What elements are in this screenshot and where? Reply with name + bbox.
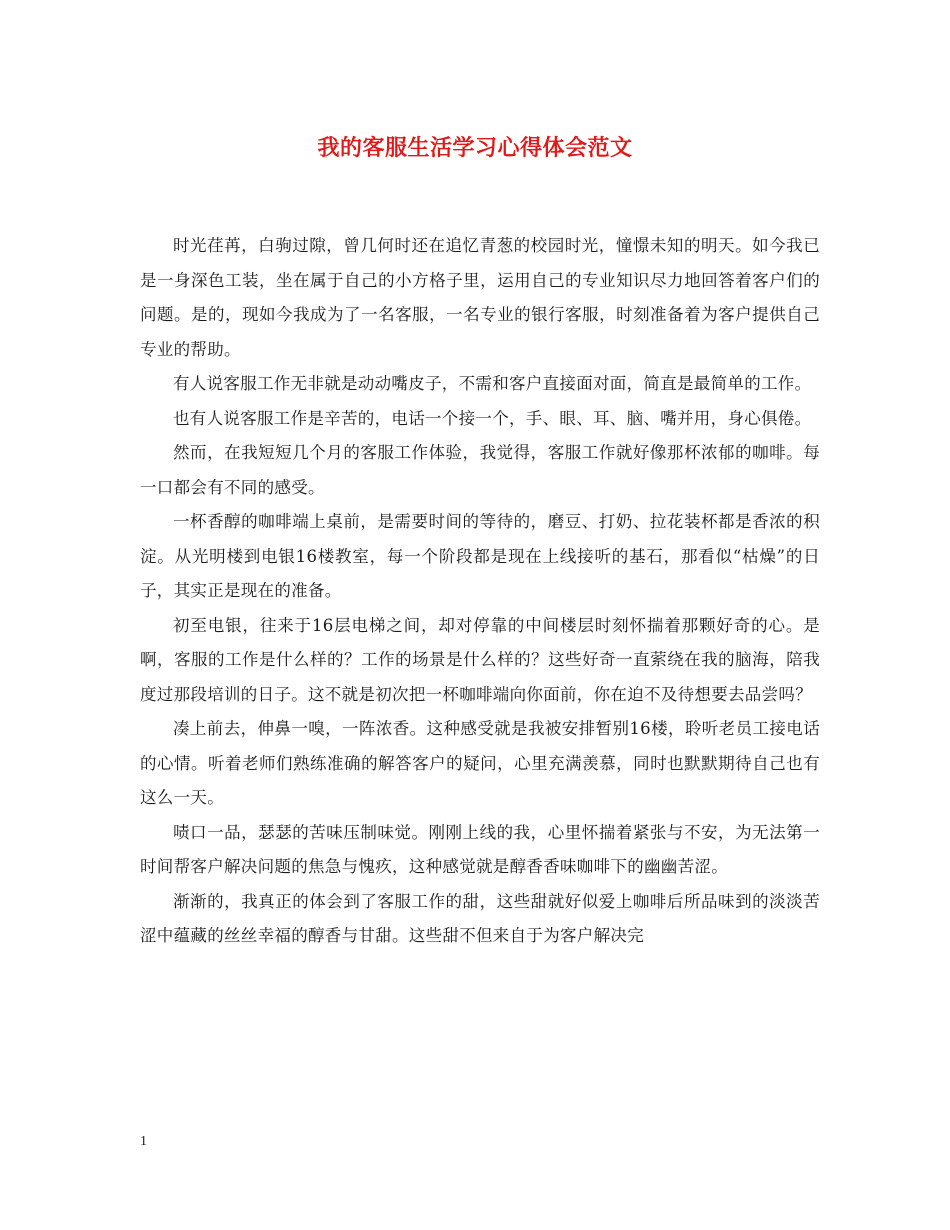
page-number: 1 bbox=[140, 1134, 147, 1149]
paragraph: 渐渐的，我真正的体会到了客服工作的甜，这些甜就好似爱上咖啡后所品味到的淡淡苦涩中蕴藏的丝丝幸福的醇香与甘甜。这些甜不但来自于为客户解决完 bbox=[140, 891, 820, 945]
paragraph: 也有人说客服工作是辛苦的，电话一个接一个，手、眼、耳、脑、嘴并用，身心俱倦。 bbox=[173, 408, 812, 428]
paragraph: 一杯香醇的咖啡端上桌前，是需要时间的等待的，磨豆、打奶、拉花装杯都是香浓的积淀。从光明楼到电银16楼教室，每一个阶段都是现在上线接听的基石，那看似“枯燥”的日子，其实正是现在的准备。 bbox=[140, 512, 820, 600]
paragraph: 凑上前去，伸鼻一嗅，一阵浓香。这种感受就是我被安排暂别16楼，聆听老员工接电话的心情。听着老师们熟练准确的解答客户的疑问，心里充满羡慕，同时也默默期待自己也有这么一天。 bbox=[140, 719, 820, 807]
paragraph: 啧口一品，瑟瑟的苦味压制味觉。刚刚上线的我，心里怀揣着紧张与不安，为无法第一时间帮客户解决问题的焦急与愧疚，这种感觉就是醇香香味咖啡下的幽幽苦涩。 bbox=[140, 822, 820, 876]
paragraph: 有人说客服工作无非就是动动嘴皮子，不需和客户直接面对面，简直是最简单的工作。 bbox=[173, 374, 812, 393]
paragraph: 初至电银，往来于16层电梯之间，却对停靠的中间楼层时刻怀揣着那颗好奇的心。是啊，客服的工作是什么样的？工作的场景是什么样的？这些好奇一直萦绕在我的脑海，陪我度过那段培训的日子。这不就是初次把一杯咖啡端向你面前，你在迫不及待想要去品尝吗？ bbox=[140, 615, 820, 704]
document-body bbox=[140, 229, 820, 954]
document-title: 我的客服生活学习心得体会范文 bbox=[317, 135, 633, 161]
paragraph: 时光荏苒，白驹过隙，曾几何时还在追忆青葱的校园时光，憧憬未知的明天。如今我已是一身深色工装，坐在属于自己的小方格子里，运用自己的专业知识尽力地回答着客户们的问题。是的，现如今我成为了一名客服，一名专业的银行客服，时刻准备着为客户提供自己专业的帮助。 bbox=[140, 236, 820, 359]
paragraph: 然而，在我短短几个月的客服工作体验，我觉得，客服工作就好像那杯浓郁的咖啡。每一口都会有不同的感受。 bbox=[140, 443, 820, 497]
